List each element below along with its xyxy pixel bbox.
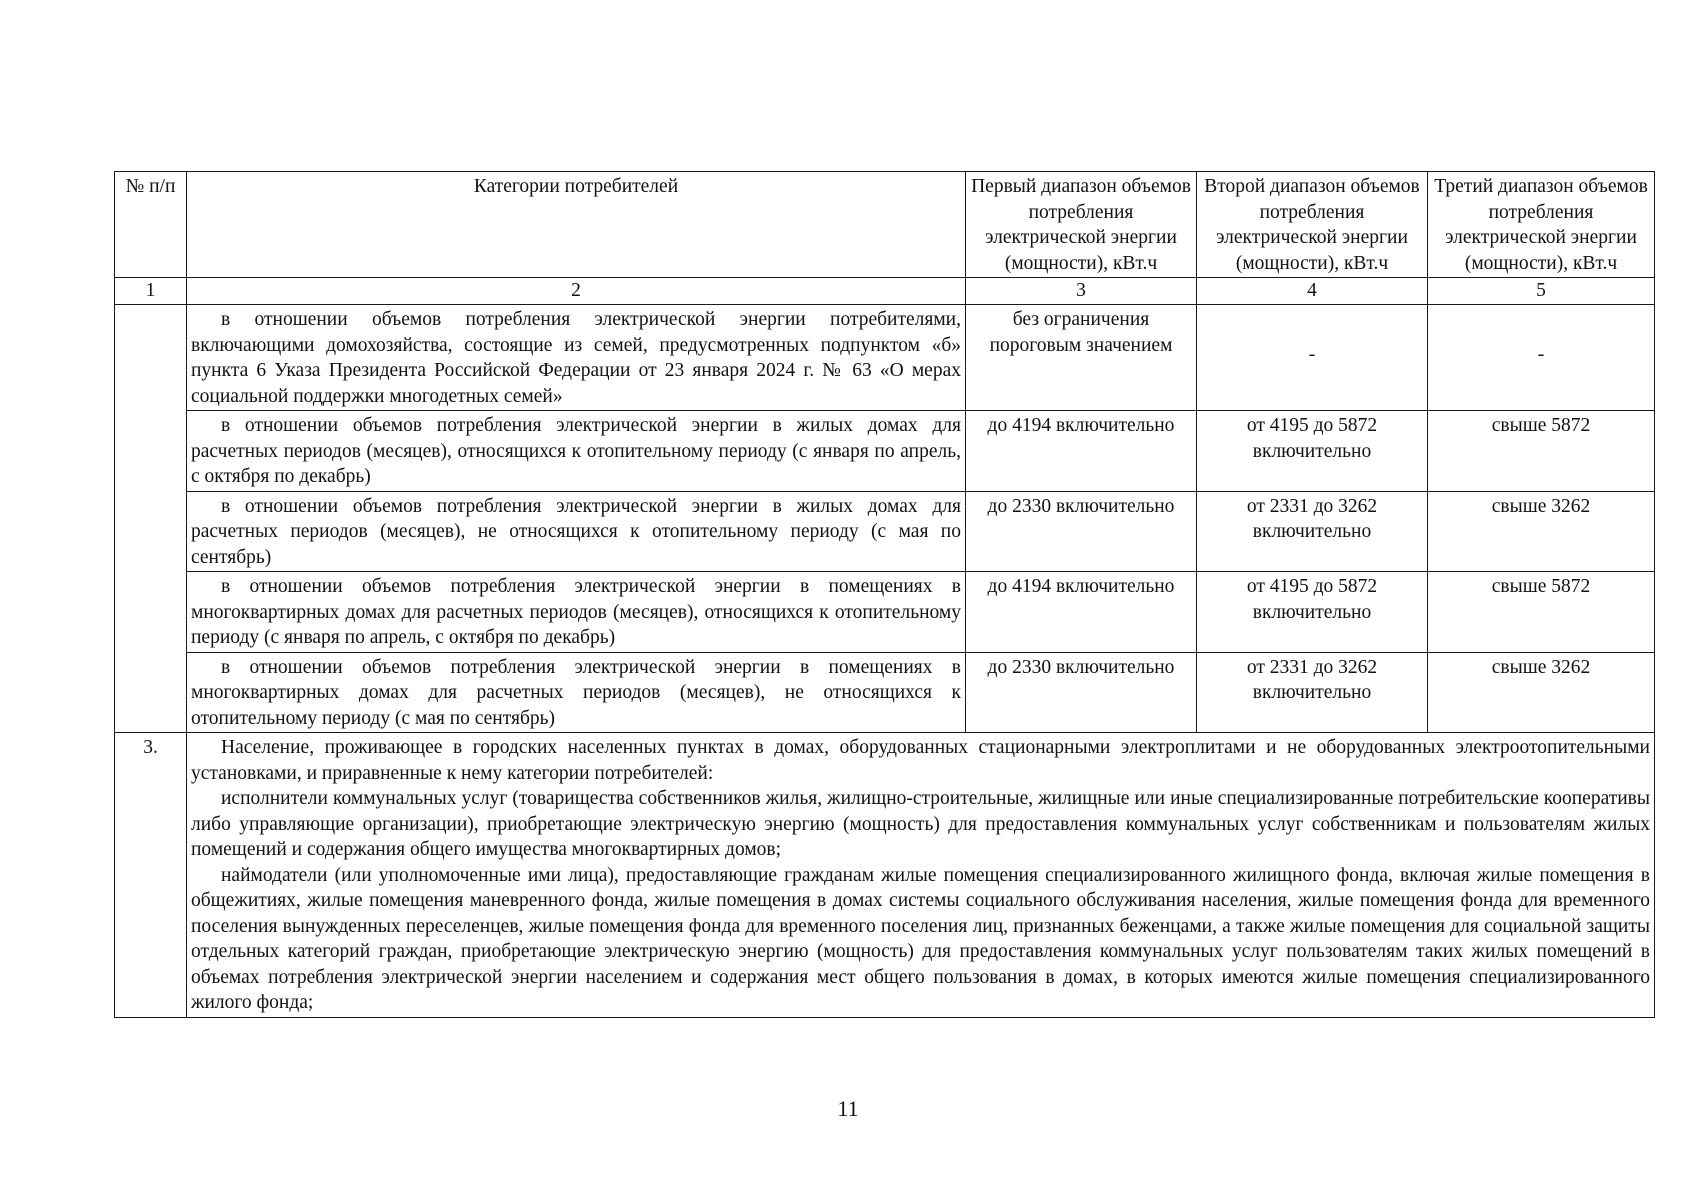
tariff-table (114, 171, 1655, 1018)
range-3-value: - (1537, 344, 1545, 365)
table-row (115, 572, 1655, 653)
column-index: 5 (1428, 278, 1655, 305)
range-2-cell: от 4195 до 5872 включительно (1197, 572, 1428, 653)
table-row (115, 305, 1655, 411)
range-1-cell: до 4194 включительно (966, 572, 1197, 653)
section-3-paragraph: Население, проживающее в городских населенных пунктах в домах, оборудованных стационарными электроплитами и не оборудованных электроотопительными установками, и приравненные к нему категории потребителей: (191, 737, 1650, 784)
range-1-cell: до 2330 включительно (966, 652, 1197, 733)
range-1-cell: до 4194 включительно (966, 411, 1197, 492)
range-1-cell: без ограничения пороговым значением (966, 305, 1197, 411)
row-num-empty (115, 305, 187, 733)
column-index: 1 (115, 278, 187, 305)
range-3-cell: свыше 3262 (1428, 491, 1655, 572)
range-2-cell (1197, 305, 1428, 411)
range-3-cell: свыше 5872 (1428, 572, 1655, 653)
range-3-cell: свыше 5872 (1428, 411, 1655, 492)
header-category: Категории потребителей (187, 172, 966, 278)
category-cell (187, 572, 966, 653)
header-range-1: Первый диапазон объемов потребления электрической энергии (мощности), кВт.ч (966, 172, 1197, 278)
category-cell (187, 411, 966, 492)
range-3-cell: свыше 3262 (1428, 652, 1655, 733)
category-cell (187, 652, 966, 733)
range-2-cell: от 2331 до 3262 включительно (1197, 491, 1428, 572)
table-row (115, 411, 1655, 492)
column-index: 3 (966, 278, 1197, 305)
range-2-value: - (1308, 344, 1316, 365)
column-index: 4 (1197, 278, 1428, 305)
header-range-2: Второй диапазон объемов потребления электрической энергии (мощности), кВт.ч (1197, 172, 1428, 278)
range-2-cell: от 4195 до 5872 включительно (1197, 411, 1428, 492)
table-row (115, 652, 1655, 733)
section-3-paragraph: исполнители коммунальных услуг (товарищества собственников жилья, жилищно-строительные, жилищные или иные специализированные потребительские кооперативы либо управляющие организации), приобретающие электрическую энергию (мощность) для предоставления коммунальных услуг собственникам и пользователям жилых помещений и содержания общего имущества многоквартирных домов; (191, 788, 1650, 860)
section-3-row (115, 733, 1655, 1018)
category-text: в отношении объемов потребления электрической энергии потребителями, включающими домохозяйства, состоящие из семей, предусмотренных подпунктом «б» пункта 6 Указа Президента Российской Федерации от 23 января 2024 г. № 63 «О мерах социальной поддержки многодетных семей» (191, 309, 961, 407)
category-text: в отношении объемов потребления электрической энергии в жилых домах для расчетных периодов (месяцев), относящихся к отопительному периоду (с января по апрель, с октября по декабрь) (191, 415, 961, 487)
range-1-cell: до 2330 включительно (966, 491, 1197, 572)
category-text: в отношении объемов потребления электрической энергии в помещениях в многоквартирных домах для расчетных периодов (месяцев), относящихся к отопительному периоду (с января по апрель, с октября по декабрь) (191, 576, 961, 648)
table-header-row (115, 172, 1655, 278)
section-3-num: 3. (115, 733, 187, 1018)
table-row (115, 491, 1655, 572)
header-range-3: Третий диапазон объемов потребления электрической энергии (мощности), кВт.ч (1428, 172, 1655, 278)
page-number: 11 (837, 1096, 859, 1121)
category-text: в отношении объемов потребления электрической энергии в помещениях в многоквартирных домах для расчетных периодов (месяцев), не относящихся к отопительному периоду (с мая по сентябрь) (191, 656, 961, 729)
category-cell (187, 491, 966, 572)
range-3-cell (1428, 305, 1655, 411)
range-2-cell: от 2331 до 3262 включительно (1197, 652, 1428, 733)
category-text: в отношении объемов потребления электрической энергии в жилых домах для расчетных периодов (месяцев), не относящихся к отопительному периоду (с мая по сентябрь) (191, 495, 961, 568)
header-num: № п/п (115, 172, 187, 278)
column-index-row (115, 278, 1655, 305)
category-cell (187, 305, 966, 411)
section-3-text (187, 733, 1655, 1018)
section-3-paragraph: наймодатели (или уполномоченные ими лица), предоставляющие гражданам жилые помещения специализированного жилищного фонда, включая жилые помещения в общежитиях, жилые помещения маневренного фонда, жилые помещения в домах системы социального обслуживания населения, жилые помещения фонда для временного поселения вынужденных переселенцев, жилые помещения фонда для временного поселения лиц, признанных беженцами, а также жилые помещения для социальной защиты отдельных категорий граждан, приобретающие электрическую энергию (мощность) для предоставления коммунальных услуг пользователям таких жилых помещений в объемах потребления электрической энергии населением и содержания мест общего пользования в домах, в которых имеются жилые помещения специализированного жилого фонда; (191, 864, 1650, 1013)
column-index: 2 (187, 278, 966, 305)
